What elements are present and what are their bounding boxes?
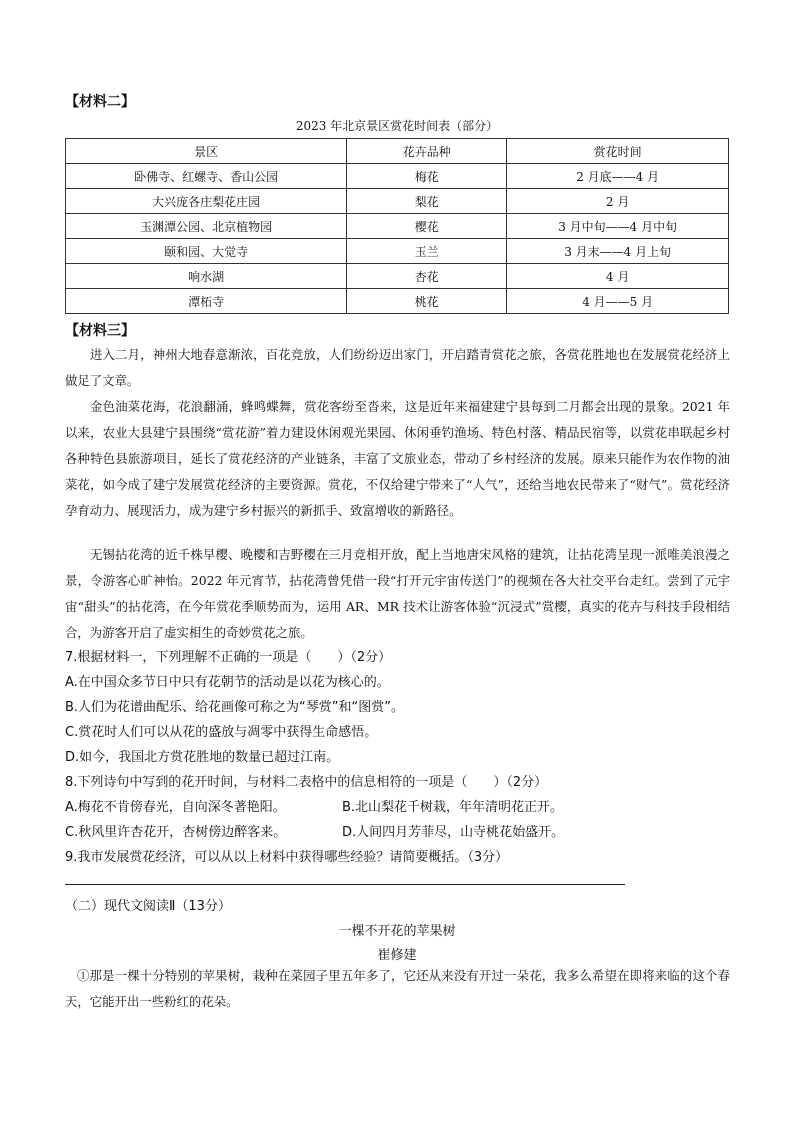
material-3-paragraph-3: 无锡拈花湾的近千株早樱、晚樱和吉野樱在三月竞相开放，配上当地唐宋风格的建筑，让拈花湾呈现一派唯美浪漫之景，令游客心旷神怡。2022 年元宵节，拈花湾曾凭借一段“打开元宇宙传送门”的视频在各大社交平台走红。尝到了元宇宙“甜头”的拈花湾，在今年赏花季顺势而为，运用 AR、MR 技术让游客体验“沉浸式”赏樱，真实的花卉与科技手段相结合，为游客开启了虚实相生的奇妙赏花之旅。 — [65, 547, 730, 640]
table-cell: 2 月 — [507, 189, 729, 214]
article-title: 一棵不开花的苹果树 — [338, 924, 456, 939]
question-8-option-c: C.秋风里许杏花开，杏树傍边醉客来。 — [65, 825, 287, 840]
question-7-option-a: A.在中国众多节日中只有花朝节的活动是以花为核心的。 — [65, 675, 390, 690]
table-title: 2023 年北京景区赏花时间表（部分） — [295, 119, 499, 133]
question-9: 9.我市发展赏花经济，可以从以上材料中获得哪些经验？请简要概括。（3分） — [65, 850, 509, 865]
question-8-option-a: A.梅花不肯傍春光，自向深冬著艳阳。 — [65, 800, 286, 815]
article-author: 崔修建 — [377, 948, 417, 963]
table-row — [66, 189, 729, 214]
table-row — [66, 289, 729, 314]
table-cell: 杏花 — [347, 264, 507, 289]
table-cell: 梨花 — [347, 189, 507, 214]
material-3-paragraph-2: 金色油菜花海，花浪翻涌，蜂鸣蝶舞，赏花客纷至沓来，这是近年来福建建宁县每到二月都会出现的景象。2021 年以来，农业大县建宁县围绕“赏花游”着力建设休闲观光果园、休闲垂钓渔场、特色村落、精品民宿等，以赏花串联起乡村各种特色县旅游项目，延长了赏花经济的产业链条，丰富了文旅业态，带动了乡村经济的发展。原来只能作为农作物的油菜花，如今成了建宁发展赏花经济的主要资源。赏花，不仅给建宁带来了“人气”，还给当地农民带来了“财气”。赏花经济孕育动力、展现活力，成为建宁乡村振兴的新抓手、致富增收的新路径。 — [65, 399, 730, 518]
table-row — [66, 214, 729, 239]
table-cell: 玉渊潭公园、北京植物园 — [66, 214, 347, 239]
question-8-option-d: D.人间四月芳菲尽，山寺桃花始盛开。 — [342, 825, 565, 840]
article-paragraph-1: ①那是一棵十分特别的苹果树，栽种在菜园子里五年多了，它还从来没有开过一朵花，我多么希望在即将来临的这个春天，它能开出一些粉红的花朵。 — [65, 968, 730, 1009]
table-row — [66, 164, 729, 189]
header-scenic-spot: 景区 — [66, 139, 347, 164]
table-header-row — [66, 139, 729, 164]
table-row — [66, 239, 729, 264]
header-viewing-time: 赏花时间 — [507, 139, 729, 164]
table-cell: 2 月底——4 月 — [507, 164, 729, 189]
table-cell: 玉兰 — [347, 239, 507, 264]
question-7-option-c: C.赏花时人们可以从花的盛放与凋零中获得生命感悟。 — [65, 725, 378, 740]
table-cell: 4 月——5 月 — [507, 289, 729, 314]
table-row — [66, 264, 729, 289]
table-cell: 潭柘寺 — [66, 289, 347, 314]
table-cell: 梅花 — [347, 164, 507, 189]
table-cell: 4 月 — [507, 264, 729, 289]
section-2-heading: （二）现代文阅读Ⅱ（13分） — [65, 899, 231, 914]
question-8-option-b: B.北山梨花千树栽，年年清明花正开。 — [342, 800, 564, 815]
table-cell: 大兴庞各庄梨花庄园 — [66, 189, 347, 214]
table-cell: 3 月末——4 月上旬 — [507, 239, 729, 264]
question-7: 7.根据材料一，下列理解不正确的一项是（ ）（2分） — [65, 650, 392, 665]
table-cell: 卧佛寺、红螺寺、香山公园 — [66, 164, 347, 189]
table-cell: 颐和园、大觉寺 — [66, 239, 347, 264]
question-7-option-b: B.人们为花谱曲配乐、给花画像可称之为“琴赏”和“图赏”。 — [65, 700, 404, 715]
material-3-label: 【材料三】 — [65, 323, 135, 339]
header-flower-variety: 花卉品种 — [347, 139, 507, 164]
flower-schedule-table — [65, 138, 729, 314]
table-cell: 响水湖 — [66, 264, 347, 289]
answer-line — [65, 884, 625, 885]
material-3-paragraph-1: 进入二月，神州大地春意渐浓，百花竞放，人们纷纷迈出家门，开启踏青赏花之旅，各赏花胜地也在发展赏花经济上做足了文章。 — [65, 347, 730, 388]
table-cell: 樱花 — [347, 214, 507, 239]
table-cell: 3 月中旬——4 月中旬 — [507, 214, 729, 239]
question-8: 8.下列诗句中写到的花开时间，与材料二表格中的信息相符的一项是（ ）（2分） — [65, 775, 548, 790]
question-7-option-d: D.如今，我国北方赏花胜地的数量已超过江南。 — [65, 750, 340, 765]
material-2-label: 【材料二】 — [65, 94, 135, 110]
table-cell: 桃花 — [347, 289, 507, 314]
